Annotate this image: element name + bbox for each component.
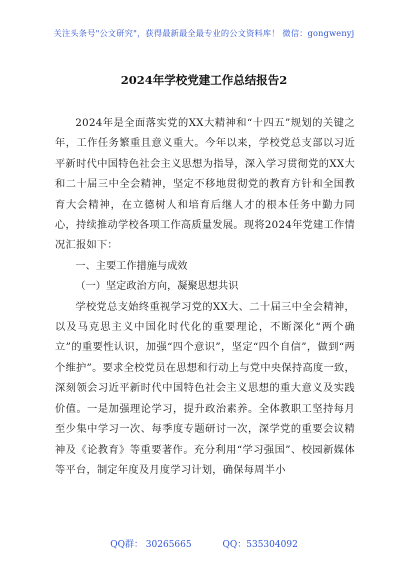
body-paragraph: 学校党总支始终重视学习党的XX大、二十届三中全会精神，以及马克思主义中国化时代化的重要理论，不断深化“两个确立”的重要性认识，加强“四个意识”，坚定“四个自信”，做到“两个维护”。要求全校党员在思想和行动上与党中央保持高度一致，深刻领会习近平新时代中国特色社会主义思想的重大意义及实践价值。一是加强理论学习，提升政治素养。全体教职工坚持每月至少集中学习一次、每季度专题研讨一次，深学党的重要会议精神及《论教育》等重要著作。充分利用“学习强国”、校园新媒体等平台，制定年度及月度学习计划，确保每周半小 xyxy=(55,301,355,476)
section-heading: 一、主要工作措施与成效 xyxy=(75,260,188,272)
header-promo-note: 关注头条号"公文研究"，获得最新最全最专业的公文资料库！ 微信：gongwenyj xyxy=(53,28,355,38)
intro-paragraph: 2024年是全面落实党的XX大精神和“十四五”规划的关键之年，工作任务繁重且意义重大。今年以来，学校党总支部以习近平新时代中国特色社会主义思想为指导，深入学习贯彻党的XX大和二十届三中全会精神，坚定不移地贯彻党的教育方针和全国教育大会精神，在立德树人和培育后继人才的根本任务中勤力同心，持续推动学校各项工作高质量发展。现将2024年党建工作情况汇报如下： xyxy=(55,118,355,252)
subsection-heading: （一）坚定政治方向，凝聚思想共识 xyxy=(75,281,239,293)
footer-qq-group: QQ群： 30265665 xyxy=(110,540,192,550)
document-title: 2024年学校党建工作总结报告2 xyxy=(120,73,288,87)
document-body xyxy=(55,114,355,481)
footer-contact xyxy=(0,537,408,550)
footer-qq: QQ：535304092 xyxy=(222,540,298,550)
